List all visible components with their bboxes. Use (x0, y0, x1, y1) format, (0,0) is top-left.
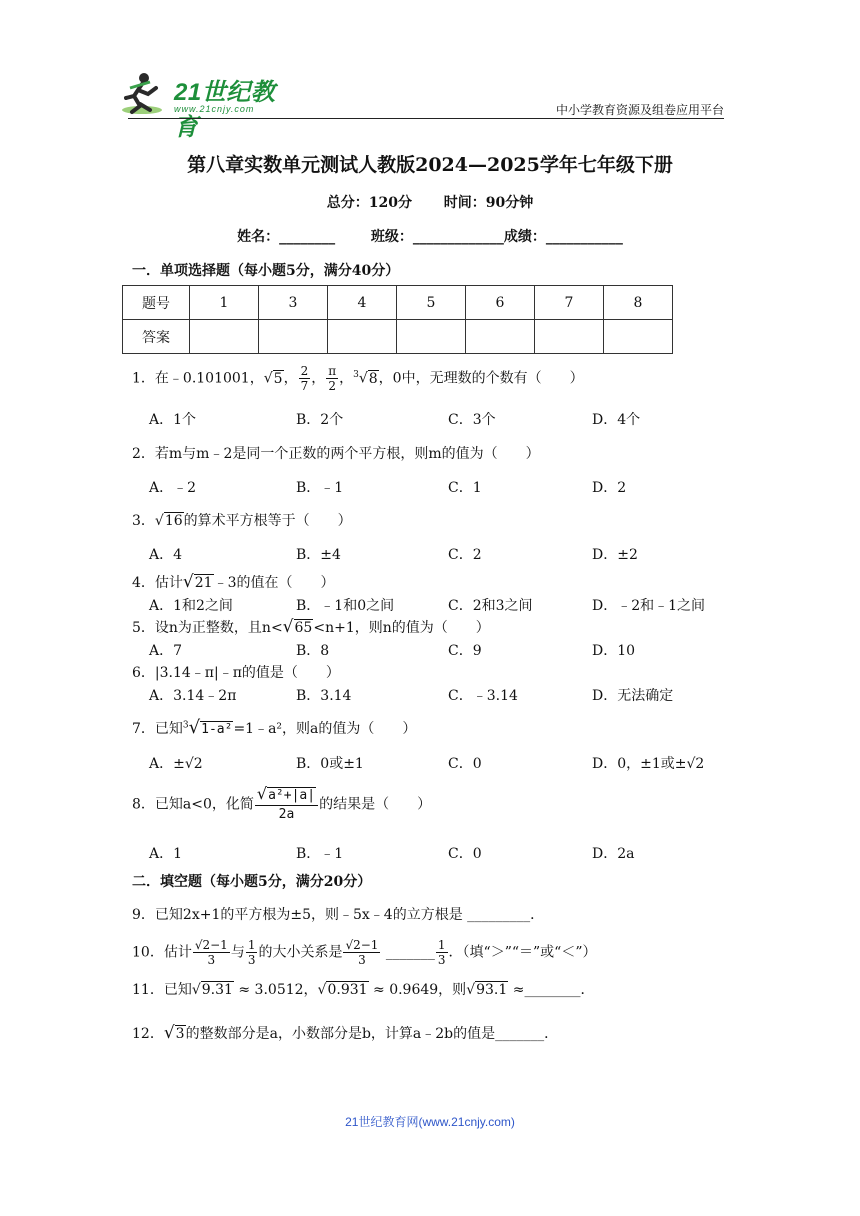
question-7: 7．已知$^3$√1-a²=1﹣a²，则a的值为（ ） (132, 717, 417, 738)
q8-option-d[interactable]: D．2a (592, 846, 635, 862)
q1-option-c[interactable]: C．3个 (448, 412, 496, 428)
q5-option-a[interactable]: A．7 (149, 643, 183, 659)
q4-prefix: 4．估计 (132, 575, 183, 591)
table-row (123, 286, 673, 320)
question-number: 4 (328, 286, 397, 320)
q10-fraction-1 (193, 938, 230, 967)
q8-denominator: 2a (278, 807, 295, 822)
q7-option-c[interactable]: C．0 (448, 756, 482, 772)
answer-cell[interactable] (535, 320, 604, 354)
question-11: 11．已知√9.31 ≈ 3.0512，√0.931 ≈ 0.9649，则√93.1 ≈________． (132, 982, 595, 998)
question-3: 3．√16的算术平方根等于（ ） (132, 513, 352, 529)
q1-cbrt8: 8 (368, 370, 378, 387)
question-number: 5 (397, 286, 466, 320)
question-number: 6 (466, 286, 535, 320)
q3-option-b[interactable]: B．±4 (296, 547, 341, 563)
q3-option-a[interactable]: A．4 (149, 547, 183, 563)
q2-option-d[interactable]: D．2 (592, 480, 627, 496)
q11-radicand-2: 0.931 (327, 982, 368, 998)
q2-option-a[interactable]: A．﹣2 (149, 480, 197, 496)
q1-pi-num: π (328, 364, 337, 378)
q6-option-b[interactable]: B．3.14 (296, 688, 352, 704)
q10-frac2-num: 1 (247, 938, 256, 952)
q1-frac-den: 7 (300, 379, 309, 393)
q11-prefix: 11．已知 (132, 982, 192, 998)
q10-fraction-4 (436, 938, 448, 967)
exam-time: 时间：90分钟 (443, 195, 534, 211)
answer-cell[interactable] (466, 320, 535, 354)
answer-label: 答案 (123, 320, 190, 354)
q1-fraction (299, 364, 311, 393)
footer-link[interactable]: 21世纪教育网(www.21cnjy.com) (345, 1115, 515, 1129)
question-12: 12．√3的整数部分是a，小数部分是b，计算a﹣2b的值是_______． (132, 1023, 559, 1043)
q3-option-d[interactable]: D．±2 (592, 547, 638, 563)
question-2: 2．若m与m﹣2是同一个正数的两个平方根，则m的值为（ ） (132, 446, 540, 462)
question-number: 7 (535, 286, 604, 320)
q8-fraction (255, 785, 318, 824)
q6-option-d[interactable]: D．无法确定 (592, 688, 674, 704)
section-2-title: 二．填空题（每小题5分，满分20分） (132, 874, 372, 890)
q10-fraction-3 (343, 938, 380, 967)
question-4: 4．估计√21﹣3的值在（ ） (132, 572, 335, 592)
q10-frac3-num: √2−1 (345, 938, 379, 952)
q8-option-c[interactable]: C．0 (448, 846, 482, 862)
q4-suffix: ﹣3的值在（ ） (213, 575, 335, 591)
platform-label: 中小学教育资源及组卷应用平台 (555, 103, 724, 117)
question-number: 8 (604, 286, 673, 320)
q10-frac1-den: 3 (207, 953, 216, 967)
q1-frac-num: 2 (300, 364, 309, 378)
q12-prefix: 12． (132, 1026, 164, 1042)
q3-option-c[interactable]: C．2 (448, 547, 482, 563)
answer-cell[interactable] (190, 320, 259, 354)
q5-option-b[interactable]: B．8 (296, 643, 330, 659)
logo-url: www.21cnjy.com (174, 104, 255, 114)
q2-option-b[interactable]: B．﹣1 (296, 480, 344, 496)
answer-cell[interactable] (328, 320, 397, 354)
question-6: 6．|3.14﹣π|﹣π的值是（ ） (132, 665, 340, 681)
page-title: 第八章实数单元测试人教版2024—2025学年七年级下册 (187, 154, 673, 176)
q6-option-a[interactable]: A．3.14﹣2π (149, 688, 237, 704)
score-info (0, 192, 860, 212)
q7-suffix: =1﹣a²，则a的值为（ ） (233, 721, 417, 737)
q8-suffix: 的结果是（ ） (319, 796, 432, 813)
q4-option-b[interactable]: B．﹣1和0之间 (296, 598, 395, 614)
section-1-title: 一．单项选择题（每小题5分，满分40分） (132, 263, 400, 279)
runner-icon (120, 70, 172, 118)
q1-suffix: ，0中，无理数的个数有（ ） (378, 370, 584, 387)
q4-option-d[interactable]: D．﹣2和﹣1之间 (592, 598, 706, 614)
q3-radicand: 16 (164, 513, 183, 529)
q10-frac1-num: √2−1 (194, 938, 228, 952)
q1-pi-fraction (326, 364, 338, 393)
q12-radicand: 3 (175, 1026, 185, 1042)
q1-pi-den: 2 (328, 379, 336, 393)
q4-option-a[interactable]: A．1和2之间 (149, 598, 233, 614)
q8-numerator: √a²+|a| (255, 785, 318, 806)
class-field[interactable]: 班级：_____________ (370, 229, 504, 245)
grade-field[interactable]: 成绩：___________ (503, 229, 623, 245)
answer-cell[interactable] (604, 320, 673, 354)
answer-cell[interactable] (259, 320, 328, 354)
q5-prefix: 5．设n为正整数，且n< (132, 620, 283, 636)
q8-numerator-radicand: a²+|a| (268, 788, 316, 803)
q10-prefix: 10．估计 (132, 944, 192, 961)
q5-suffix: <n+1，则n的值为（ ） (313, 620, 490, 636)
site-logo (120, 70, 295, 141)
q12-suffix: 的整数部分是a，小数部分是b，计算a﹣2b的值是_______． (185, 1026, 559, 1042)
question-10 (132, 938, 596, 967)
q8-prefix: 8．已知a<0，化简 (132, 796, 254, 813)
q11-value-2: ≈ 0.9649，则 (368, 982, 467, 998)
answer-table (122, 285, 673, 354)
q10-fraction-2 (246, 938, 258, 967)
q7-option-b[interactable]: B．0或±1 (296, 756, 364, 772)
q11-radicand-3: 93.1 (476, 982, 508, 998)
question-9: 9．已知2x+1的平方根为±5，则﹣5x﹣4的立方根是 _________． (132, 907, 545, 923)
student-info (0, 226, 860, 246)
q4-radicand: 21 (194, 575, 213, 591)
table-row (123, 320, 673, 354)
table-header-label: 题号 (123, 286, 190, 320)
q7-option-d[interactable]: D．0，±1或±√2 (592, 756, 705, 772)
question-5: 5．设n为正整数，且n<√65<n+1，则n的值为（ ） (132, 617, 490, 637)
q10-frac2-den: 3 (247, 953, 256, 967)
q1-prefix: 1．在﹣0.101001， (132, 370, 264, 387)
q10-frac3-den: 3 (358, 953, 366, 967)
q1-sqrt5: 5 (273, 370, 283, 387)
q10-mid2: 的大小关系是 (258, 944, 343, 961)
question-number: 3 (259, 286, 328, 320)
question-number: 1 (190, 286, 259, 320)
q5-option-c[interactable]: C．9 (448, 643, 482, 659)
q10-frac4-den: 3 (437, 953, 446, 967)
q11-suffix: ≈________． (508, 982, 595, 998)
q5-radicand: 65 (294, 620, 313, 636)
header-divider (128, 118, 724, 119)
q5-option-d[interactable]: D．10 (592, 643, 636, 659)
q1-option-b[interactable]: B．2个 (296, 412, 344, 428)
q4-option-c[interactable]: C．2和3之间 (448, 598, 533, 614)
q7-option-a[interactable]: A．±√2 (149, 756, 203, 772)
q10-frac4-num: 1 (437, 938, 446, 952)
q8-option-b[interactable]: B．﹣1 (296, 846, 344, 862)
question-8 (132, 785, 431, 824)
q2-option-c[interactable]: C．1 (448, 480, 482, 496)
q8-option-a[interactable]: A．1 (149, 846, 183, 862)
logo-text: 21世纪教育 (174, 79, 276, 141)
q6-option-c[interactable]: C．﹣3.14 (448, 688, 518, 704)
q10-answer-blank[interactable]: _______ (385, 944, 435, 961)
q10-suffix: ．（填“＞”“＝”或“＜”） (448, 944, 597, 961)
q10-mid: 与 (230, 944, 245, 961)
q3-text: 的算术平方根等于（ ） (183, 513, 352, 529)
q11-radicand-1: 9.31 (201, 982, 233, 998)
total-score: 总分：120分 (326, 195, 412, 211)
question-1: 1．在﹣0.101001，√5， $\frac{2}{7}$ ， $\frac{\pi}{2}$ ，$^3$√8，0中，无理数的个数有（ ） (132, 364, 584, 393)
q7-prefix: 7．已知 (132, 721, 183, 737)
q7-radicand: 1-a² (201, 722, 233, 737)
q1-option-d[interactable]: D．4个 (592, 412, 641, 428)
answer-cell[interactable] (397, 320, 466, 354)
q1-option-a[interactable]: A．1个 (149, 412, 197, 428)
q11-value-1: ≈ 3.0512， (233, 982, 318, 998)
name-field[interactable]: 姓名：________ (237, 229, 336, 245)
